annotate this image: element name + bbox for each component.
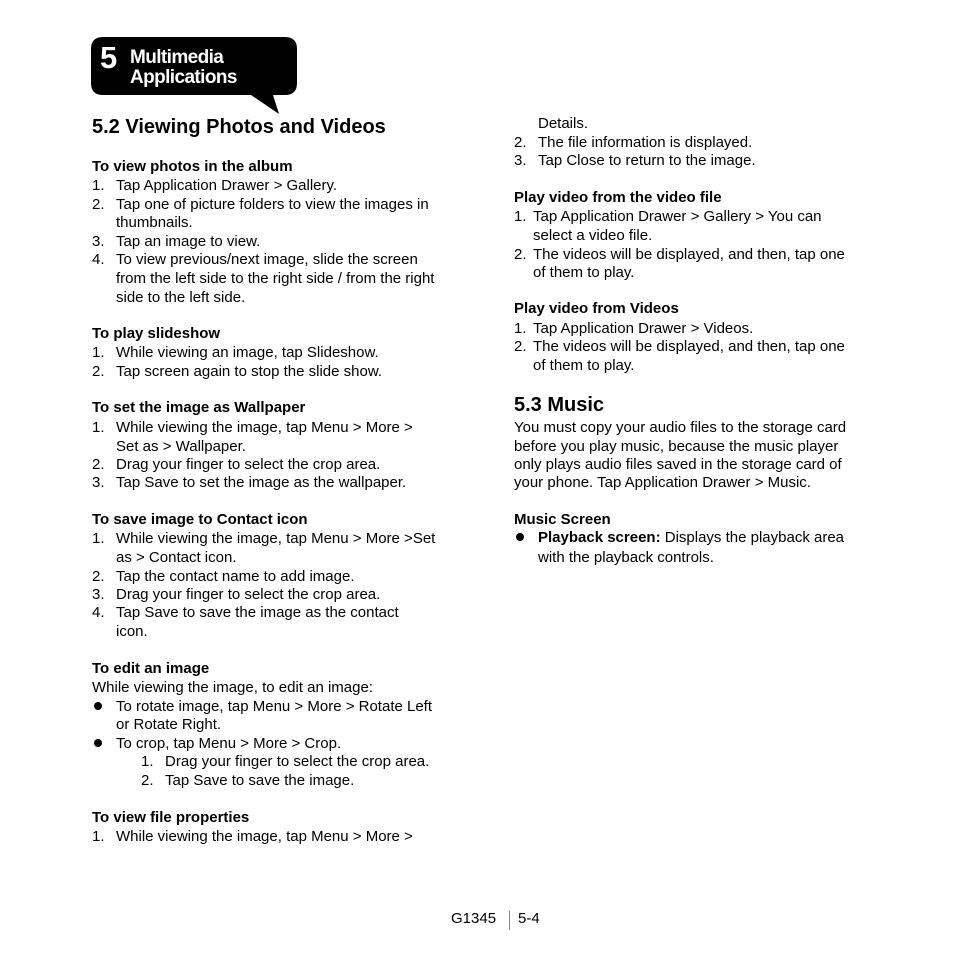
- list-item: Tap Application Drawer > Videos.: [533, 320, 754, 337]
- heading-contact-icon: To save image to Contact icon: [92, 511, 308, 528]
- list-item: Drag your finger to select the crop area.: [165, 753, 430, 770]
- bullet-icon: [516, 533, 524, 541]
- list-number: 3.: [514, 152, 527, 169]
- list-item: Tap Save to save the image.: [165, 772, 355, 789]
- list-number: 1.: [92, 828, 105, 845]
- list-item: side to the left side.: [116, 289, 246, 306]
- list-number: 2.: [92, 363, 105, 380]
- chapter-badge: [91, 37, 297, 115]
- list-number: 1.: [141, 753, 154, 770]
- list-item: of them to play.: [533, 357, 635, 374]
- section-title-5-2: 5.2 Viewing Photos and Videos: [92, 116, 386, 138]
- music-paragraph-line: only plays audio files saved in the storage card of: [514, 456, 842, 473]
- list-item: The videos will be displayed, and then, tap one: [533, 338, 845, 355]
- list-number: 2.: [92, 456, 105, 473]
- list-item: To view previous/next image, slide the screen: [116, 251, 418, 268]
- list-number: 2.: [514, 134, 527, 151]
- list-item: Details.: [538, 115, 589, 132]
- list-item: Tap screen again to stop the slide show.: [116, 363, 383, 380]
- list-item: Tap Close to return to the image.: [538, 152, 756, 169]
- list-number: 2.: [514, 338, 527, 355]
- list-item: While viewing the image, tap Menu > More >Set: [116, 530, 436, 547]
- bullet-icon: [94, 739, 102, 747]
- heading-wallpaper: To set the image as Wallpaper: [92, 399, 306, 416]
- list-item: While viewing an image, tap Slideshow.: [116, 344, 379, 361]
- heading-music-screen: Music Screen: [514, 511, 611, 528]
- list-item: Tap Save to set the image as the wallpaper.: [116, 474, 407, 491]
- list-item: While viewing the image, tap Menu > More >: [116, 419, 413, 436]
- list-number: 3.: [92, 586, 105, 603]
- list-number: 1.: [92, 530, 105, 547]
- list-item: select a video file.: [533, 227, 653, 244]
- heading-video-file: Play video from the video file: [514, 189, 722, 206]
- list-number: 2.: [92, 196, 105, 213]
- list-item: The videos will be displayed, and then, tap one: [533, 246, 845, 263]
- heading-file-properties: To view file properties: [92, 809, 250, 826]
- list-item: Tap the contact name to add image.: [116, 568, 355, 585]
- chapter-number: 5: [100, 40, 117, 75]
- list-item: To rotate image, tap Menu > More > Rotate Left: [116, 698, 433, 715]
- list-number: 2.: [141, 772, 154, 789]
- list-number: 1.: [92, 344, 105, 361]
- list-item: The file information is displayed.: [538, 134, 753, 151]
- footer-model: G1345: [451, 910, 497, 927]
- playback-text: Displays the playback area: [660, 529, 845, 546]
- list-item: or Rotate Right.: [116, 716, 222, 733]
- playback-line-2: with the playback controls.: [538, 549, 714, 566]
- section-title-5-3: 5.3 Music: [514, 394, 605, 416]
- playback-label: Playback screen:: [538, 529, 661, 546]
- list-number: 3.: [92, 474, 105, 491]
- list-item: Drag your finger to select the crop area.: [116, 586, 381, 603]
- list-item: as > Contact icon.: [116, 549, 237, 566]
- list-item: Drag your finger to select the crop area.: [116, 456, 381, 473]
- list-item: icon.: [116, 623, 148, 640]
- chapter-title-line2: Applications: [130, 67, 237, 88]
- list-number: 2.: [92, 568, 105, 585]
- music-paragraph-line: before you play music, because the music player: [514, 438, 839, 455]
- music-paragraph-line: your phone. Tap Application Drawer > Music.: [514, 474, 811, 491]
- list-item: Tap one of picture folders to view the images in: [116, 196, 429, 213]
- list-number: 1.: [92, 177, 105, 194]
- list-item: Tap Application Drawer > Gallery > You can: [533, 208, 822, 225]
- list-item: Set as > Wallpaper.: [116, 438, 246, 455]
- list-number: 3.: [92, 233, 105, 250]
- chapter-title: [130, 48, 237, 88]
- list-item: thumbnails.: [116, 214, 193, 231]
- list-item: To crop, tap Menu > More > Crop.: [116, 735, 342, 752]
- list-item: Tap Application Drawer > Gallery.: [116, 177, 338, 194]
- chapter-title-line1: Multimedia: [130, 47, 224, 68]
- list-item: Tap an image to view.: [116, 233, 261, 250]
- bullet-icon: [94, 702, 102, 710]
- list-number: 1.: [92, 419, 105, 436]
- list-number: 4.: [92, 251, 105, 268]
- list-number: 1.: [514, 208, 527, 225]
- heading-view-photos: To view photos in the album: [92, 158, 293, 175]
- music-paragraph-line: You must copy your audio files to the storage card: [514, 419, 847, 436]
- heading-edit-image: To edit an image: [92, 660, 210, 677]
- playback-line: [538, 529, 844, 546]
- heading-videos: Play video from Videos: [514, 300, 679, 317]
- heading-slideshow: To play slideshow: [92, 325, 221, 342]
- list-number: 4.: [92, 604, 105, 621]
- footer-page-number: 5-4: [518, 910, 540, 927]
- list-number: 1.: [514, 320, 527, 337]
- footer-divider: [509, 911, 510, 930]
- edit-intro: While viewing the image, to edit an image:: [92, 679, 373, 696]
- list-item: of them to play.: [533, 264, 635, 281]
- list-item: Tap Save to save the image as the contact: [116, 604, 399, 621]
- list-item: While viewing the image, tap Menu > More >: [116, 828, 413, 845]
- list-number: 2.: [514, 246, 527, 263]
- list-item: from the left side to the right side / from the right: [116, 270, 435, 287]
